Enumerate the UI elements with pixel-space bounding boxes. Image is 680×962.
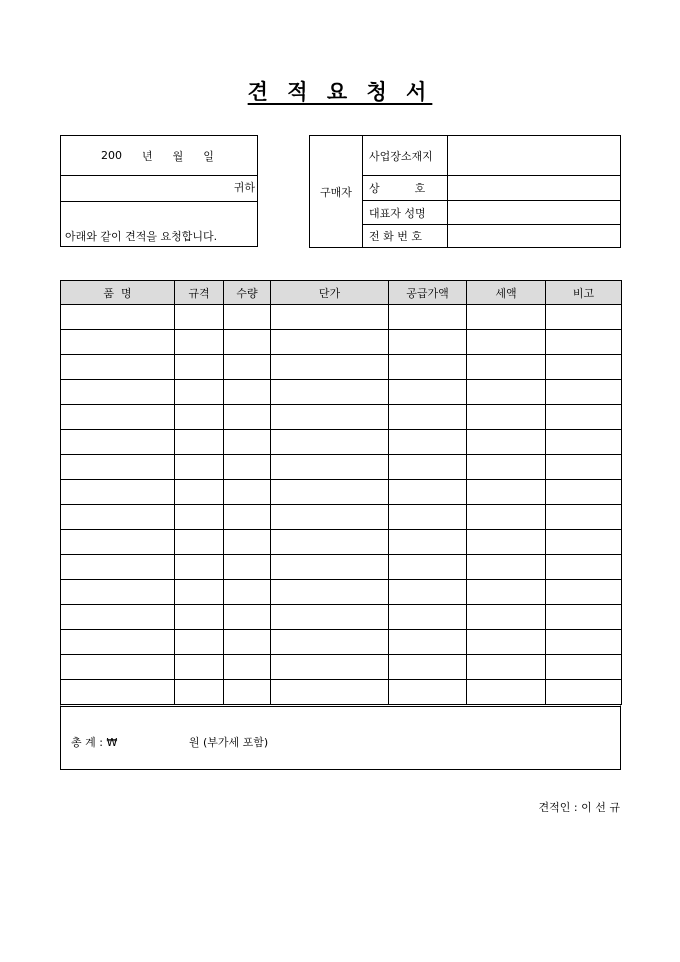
total-suffix: 원 (부가세 포함) — [188, 736, 269, 749]
phone-label: 전 화 번 호 — [363, 225, 448, 247]
table-cell[interactable] — [271, 305, 389, 330]
representative-value[interactable] — [448, 201, 620, 225]
table-cell[interactable] — [546, 405, 622, 430]
table-cell[interactable] — [224, 305, 271, 330]
table-cell[interactable] — [175, 305, 224, 330]
table-row — [61, 380, 622, 405]
table-cell[interactable] — [175, 655, 224, 680]
table-cell[interactable] — [467, 305, 546, 330]
month-unit: 월 — [172, 149, 184, 163]
table-cell[interactable] — [224, 530, 271, 555]
table-cell[interactable] — [467, 455, 546, 480]
table-cell[interactable] — [61, 380, 175, 405]
table-cell[interactable] — [271, 430, 389, 455]
table-row — [61, 405, 622, 430]
year-value: 200 — [101, 149, 122, 162]
address-value[interactable] — [448, 136, 620, 176]
table-cell[interactable] — [271, 405, 389, 430]
table-cell[interactable] — [546, 330, 622, 355]
table-cell[interactable] — [271, 480, 389, 505]
table-cell[interactable] — [546, 355, 622, 380]
recipient-row — [61, 176, 257, 202]
phone-value[interactable] — [448, 225, 620, 247]
header-quantity: 수량 — [224, 281, 271, 305]
table-cell[interactable] — [175, 505, 224, 530]
table-cell[interactable] — [224, 555, 271, 580]
table-cell[interactable] — [224, 355, 271, 380]
table-row — [61, 430, 622, 455]
table-cell[interactable] — [61, 555, 175, 580]
table-cell[interactable] — [224, 330, 271, 355]
company-name-value[interactable] — [448, 176, 620, 201]
table-cell[interactable] — [546, 655, 622, 680]
table-cell[interactable] — [61, 305, 175, 330]
table-cell[interactable] — [175, 405, 224, 430]
table-cell[interactable] — [546, 605, 622, 630]
table-cell[interactable] — [61, 655, 175, 680]
table-cell[interactable] — [175, 480, 224, 505]
table-cell[interactable] — [175, 330, 224, 355]
table-cell[interactable] — [546, 305, 622, 330]
day-unit: 일 — [203, 149, 214, 163]
table-cell[interactable] — [224, 380, 271, 405]
table-cell[interactable] — [546, 455, 622, 480]
table-cell[interactable] — [61, 355, 175, 380]
table-cell[interactable] — [61, 405, 175, 430]
table-cell[interactable] — [389, 480, 467, 505]
table-cell[interactable] — [389, 605, 467, 630]
table-cell[interactable] — [224, 505, 271, 530]
table-cell[interactable] — [467, 530, 546, 555]
table-cell[interactable] — [224, 605, 271, 630]
table-row — [61, 505, 622, 530]
document-title: 견 적 요 청 서 — [247, 79, 433, 104]
request-text: 아래와 같이 견적을 요청합니다. — [65, 230, 218, 243]
total-box — [60, 704, 621, 770]
table-cell[interactable] — [467, 580, 546, 605]
table-row — [61, 630, 622, 655]
table-cell[interactable] — [175, 555, 224, 580]
table-cell[interactable] — [389, 505, 467, 530]
header-remarks: 비고 — [546, 281, 622, 305]
total-label: 총 계 : — [71, 736, 103, 749]
recipient-box — [60, 135, 258, 247]
table-row — [61, 455, 622, 480]
table-cell[interactable] — [389, 530, 467, 555]
table-cell[interactable] — [467, 405, 546, 430]
table-cell[interactable] — [389, 630, 467, 655]
table-cell[interactable] — [467, 680, 546, 705]
header-spec: 규격 — [175, 281, 224, 305]
table-row — [61, 305, 622, 330]
table-cell[interactable] — [546, 380, 622, 405]
representative-label: 대표자 성명 — [363, 201, 448, 225]
table-cell[interactable] — [224, 580, 271, 605]
company-name-label: 상 호 — [363, 176, 448, 201]
table-cell[interactable] — [546, 480, 622, 505]
table-cell[interactable] — [389, 305, 467, 330]
table-cell[interactable] — [175, 380, 224, 405]
table-cell[interactable] — [271, 530, 389, 555]
table-cell[interactable] — [271, 555, 389, 580]
table-cell[interactable] — [175, 580, 224, 605]
table-cell[interactable] — [389, 555, 467, 580]
table-cell[interactable] — [389, 405, 467, 430]
currency-symbol: ₩ — [106, 736, 118, 749]
table-cell[interactable] — [467, 330, 546, 355]
table-cell[interactable] — [467, 555, 546, 580]
table-cell[interactable] — [389, 355, 467, 380]
table-cell[interactable] — [175, 455, 224, 480]
table-cell[interactable] — [175, 355, 224, 380]
date-row — [61, 136, 257, 176]
table-cell[interactable] — [467, 480, 546, 505]
table-cell[interactable] — [61, 530, 175, 555]
table-cell[interactable] — [61, 630, 175, 655]
table-cell[interactable] — [224, 405, 271, 430]
table-cell[interactable] — [271, 505, 389, 530]
table-cell[interactable] — [61, 680, 175, 705]
total-line — [71, 734, 268, 750]
guiha-label: 귀하 — [233, 181, 255, 194]
table-cell[interactable] — [224, 655, 271, 680]
table-cell[interactable] — [467, 630, 546, 655]
address-label: 사업장소재지 — [363, 136, 448, 176]
table-cell[interactable] — [389, 330, 467, 355]
table-row — [61, 580, 622, 605]
table-cell[interactable] — [224, 430, 271, 455]
table-cell[interactable] — [467, 655, 546, 680]
table-cell[interactable] — [61, 480, 175, 505]
table-cell[interactable] — [271, 630, 389, 655]
table-header-row — [61, 281, 622, 305]
header-tax: 세액 — [467, 281, 546, 305]
table-cell[interactable] — [271, 355, 389, 380]
buyer-label: 구매자 — [310, 136, 363, 247]
table-cell[interactable] — [389, 680, 467, 705]
table-cell[interactable] — [224, 680, 271, 705]
table-row — [61, 655, 622, 680]
table-row — [61, 530, 622, 555]
table-cell[interactable] — [224, 455, 271, 480]
table-cell[interactable] — [271, 680, 389, 705]
table-cell[interactable] — [175, 430, 224, 455]
table-cell[interactable] — [389, 455, 467, 480]
table-cell[interactable] — [61, 505, 175, 530]
header-supply-amount: 공급가액 — [389, 281, 467, 305]
table-cell[interactable] — [546, 630, 622, 655]
table-cell[interactable] — [271, 455, 389, 480]
table-cell[interactable] — [271, 580, 389, 605]
header-unit-price: 단가 — [271, 281, 389, 305]
table-cell[interactable] — [546, 680, 622, 705]
table-cell[interactable] — [389, 655, 467, 680]
table-cell[interactable] — [61, 330, 175, 355]
table-cell[interactable] — [467, 430, 546, 455]
table-row — [61, 480, 622, 505]
table-cell[interactable] — [61, 605, 175, 630]
table-cell[interactable] — [61, 430, 175, 455]
table-row — [61, 330, 622, 355]
estimator-signature: 견적인 : 이 선 규 — [538, 801, 620, 814]
year-unit: 년 — [142, 149, 153, 163]
table-cell[interactable] — [546, 530, 622, 555]
table-cell[interactable] — [389, 430, 467, 455]
table-cell[interactable] — [175, 530, 224, 555]
table-cell[interactable] — [271, 605, 389, 630]
items-table — [60, 280, 622, 705]
table-cell[interactable] — [271, 655, 389, 680]
table-cell[interactable] — [546, 505, 622, 530]
table-cell[interactable] — [546, 430, 622, 455]
table-cell[interactable] — [389, 380, 467, 405]
table-row — [61, 555, 622, 580]
table-cell[interactable] — [467, 380, 546, 405]
table-cell[interactable] — [546, 555, 622, 580]
table-cell[interactable] — [271, 380, 389, 405]
table-cell[interactable] — [467, 355, 546, 380]
table-cell[interactable] — [467, 605, 546, 630]
table-cell[interactable] — [271, 330, 389, 355]
table-cell[interactable] — [467, 505, 546, 530]
table-cell[interactable] — [175, 605, 224, 630]
table-cell[interactable] — [175, 630, 224, 655]
table-row — [61, 355, 622, 380]
buyer-box — [309, 135, 621, 248]
table-row — [61, 680, 622, 705]
table-row — [61, 605, 622, 630]
table-cell[interactable] — [61, 580, 175, 605]
header-item-name: 품 명 — [61, 281, 175, 305]
table-cell[interactable] — [546, 580, 622, 605]
table-cell[interactable] — [224, 480, 271, 505]
table-cell[interactable] — [61, 455, 175, 480]
table-cell[interactable] — [389, 580, 467, 605]
table-cell[interactable] — [175, 680, 224, 705]
table-cell[interactable] — [224, 630, 271, 655]
